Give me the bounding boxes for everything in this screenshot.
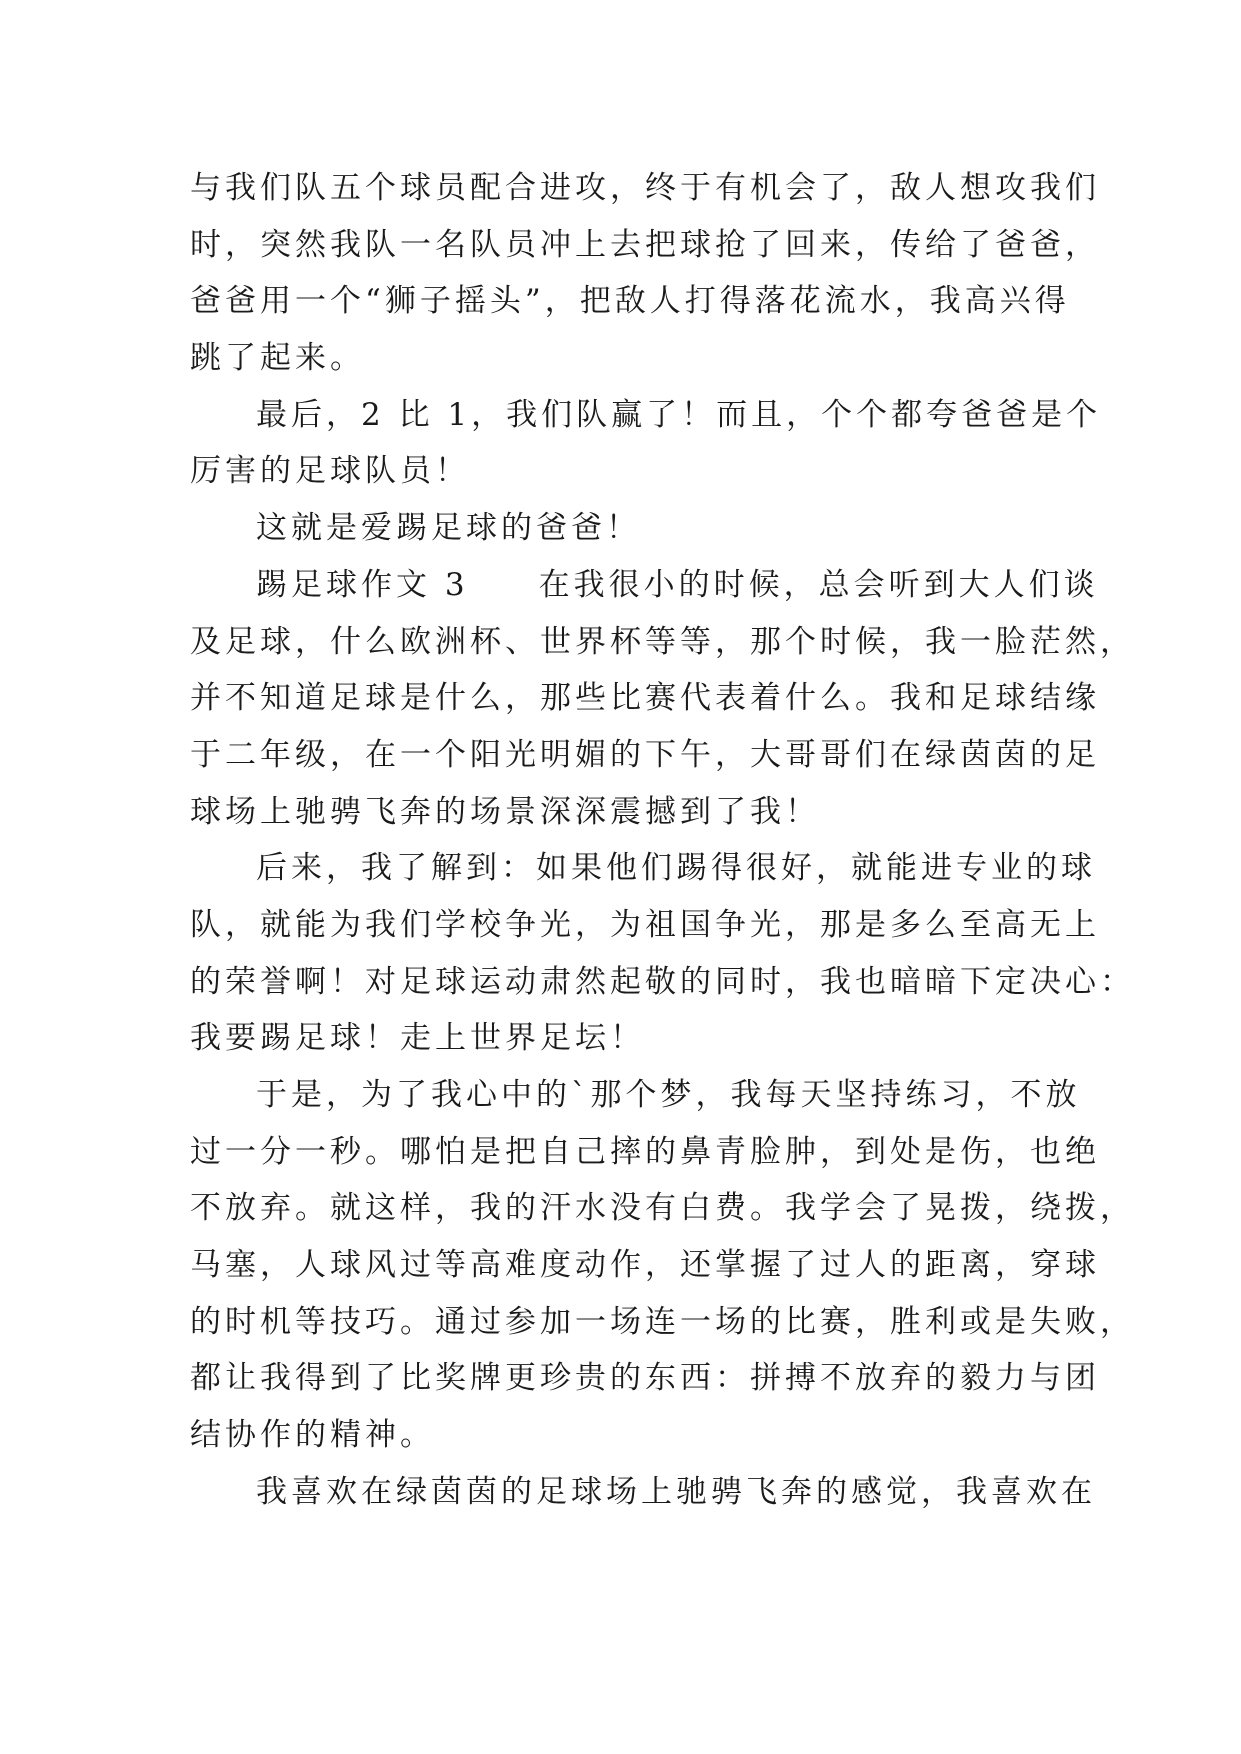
- text-line: 队，就能为我们学校争光，为祖国争光，那是多么至高无上: [190, 906, 1100, 943]
- text-line: 及足球，什么欧洲杯、世界杯等等，那个时候，我一脸茫然，: [190, 623, 1135, 660]
- text-line: 马塞，人球风过等高难度动作，还掌握了过人的距离，穿球: [190, 1247, 1100, 1284]
- text-line: 球场上驰骋飞奔的场景深深震撼到了我！: [190, 793, 820, 830]
- text-line: 过一分一秒。哪怕是把自己摔的鼻青脸肿，到处是伤，也绝: [190, 1133, 1100, 1170]
- essay-body: [190, 160, 1135, 1521]
- text-line: 我要踢足球！走上世界足坛！: [190, 1020, 645, 1057]
- text-line: 的时机等技巧。通过参加一场连一场的比赛，胜利或是失败，: [190, 1303, 1135, 1340]
- text-line: 时，突然我队一名队员冲上去把球抢了回来，传给了爸爸，: [190, 226, 1100, 263]
- text-line: 与我们队五个球员配合进攻，终于有机会了，敌人想攻我们: [190, 170, 1100, 206]
- text-line: 于是，为了我心中的`那个梦，我每天坚持练习，不放: [256, 1077, 1081, 1113]
- text-line: 并不知道足球是什么，那些比赛代表着什么。我和足球结缘: [190, 680, 1100, 717]
- text-line: 跳了起来。: [190, 340, 365, 377]
- text-line: 不放弃。就这样，我的汗水没有白费。我学会了晃拨，绕拨，: [190, 1190, 1135, 1227]
- text-line: 的荣誉啊！对足球运动肃然起敬的同时，我也暗暗下定决心：: [190, 963, 1135, 1000]
- text-line: 都让我得到了比奖牌更珍贵的东西：拼搏不放弃的毅力与团: [190, 1360, 1100, 1397]
- text-line: 后来，我了解到：如果他们踢得很好，就能进专业的球: [256, 850, 1096, 887]
- text-line: 结协作的精神。: [190, 1417, 435, 1454]
- text-line: 最后，2 比 1，我们队赢了！而且，个个都夸爸爸是个: [256, 396, 1102, 433]
- text-line: 这就是爱踢足球的爸爸！: [256, 510, 641, 547]
- text-line: 于二年级，在一个阳光明媚的下午，大哥哥们在绿茵茵的足: [190, 736, 1100, 773]
- text-line: 踢足球作文 3 在我很小的时候，总会听到大人们谈: [256, 566, 1099, 603]
- text-line: 厉害的足球队员！: [190, 453, 470, 490]
- text-line: 爸爸用一个“狮子摇头”，把敌人打得落花流水，我高兴得: [190, 283, 1070, 320]
- text-line: 我喜欢在绿茵茵的足球场上驰骋飞奔的感觉，我喜欢在: [256, 1473, 1096, 1510]
